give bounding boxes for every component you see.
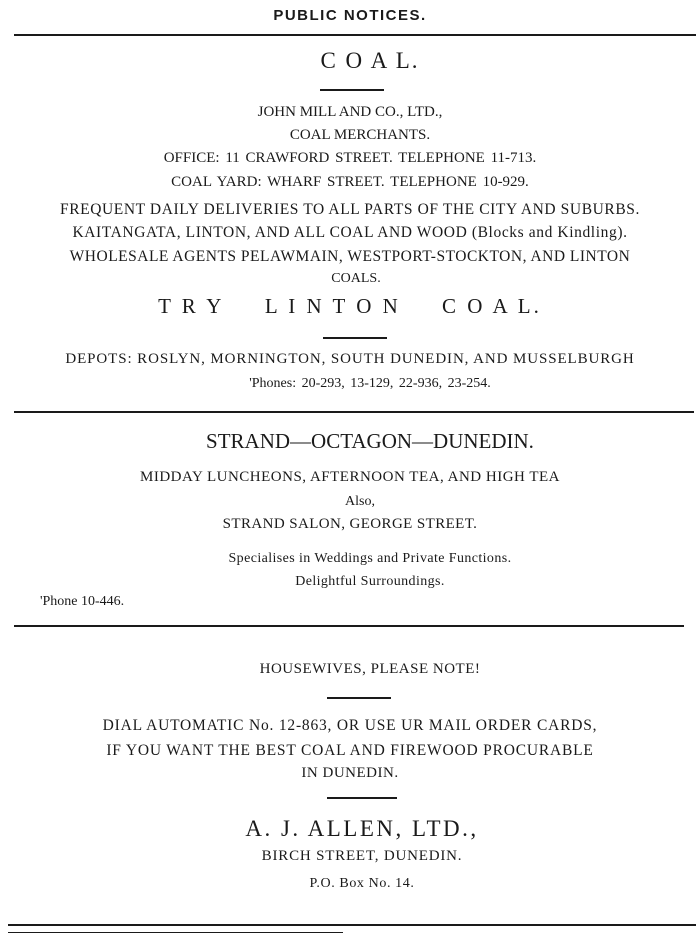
allen-section-rule bbox=[8, 924, 696, 926]
coal-agents-line2: COALS. bbox=[331, 271, 381, 286]
strand-phone: 'Phone 10-446. bbox=[40, 594, 125, 609]
coal-depots: DEPOTS: ROSLYN, MORNINGTON, SOUTH DUNEDIN, AND MUSSELBURGH bbox=[65, 351, 635, 367]
coal-deliveries: FREQUENT DAILY DELIVERIES TO ALL PARTS OF THE CITY AND SUBURBS. bbox=[59, 201, 641, 218]
allen-heading-divider bbox=[327, 697, 391, 699]
coal-slogan-divider bbox=[323, 337, 387, 339]
allen-body-line3: IN DUNEDIN. bbox=[301, 765, 399, 781]
strand-title: STRAND—OCTAGON—DUNEDIN. bbox=[206, 429, 534, 453]
coal-slogan: T R Y L I N T O N C O A L. bbox=[158, 294, 542, 318]
page-header: PUBLIC NOTICES. bbox=[273, 7, 427, 24]
allen-po-box: P.O. Box No. 14. bbox=[309, 876, 415, 891]
coal-title-divider bbox=[320, 89, 384, 91]
coal-agents-line1: WHOLESALE AGENTS PELAWMAIN, WESTPORT-STOCKTON, AND LINTON bbox=[69, 248, 631, 265]
coal-phones: 'Phones: 20-293, 13-129, 22-936, 23-254. bbox=[249, 376, 491, 391]
bottom-partial-rule bbox=[8, 932, 343, 933]
coal-company: JOHN MILL AND CO., LTD., bbox=[257, 104, 443, 120]
coal-office: OFFICE: 11 CRAWFORD STREET. TELEPHONE 11-713. bbox=[163, 150, 537, 166]
coal-yard: COAL YARD: WHARF STREET. TELEPHONE 10-929. bbox=[171, 174, 529, 190]
header-rule bbox=[14, 34, 696, 36]
strand-salon: STRAND SALON, GEORGE STREET. bbox=[222, 516, 478, 532]
allen-body-divider bbox=[327, 797, 397, 799]
allen-heading: HOUSEWIVES, PLEASE NOTE! bbox=[259, 661, 481, 677]
coal-trade: COAL MERCHANTS. bbox=[289, 127, 431, 143]
coal-title: C O A L. bbox=[320, 48, 420, 73]
strand-surroundings: Delightful Surroundings. bbox=[295, 574, 445, 589]
strand-also: Also, bbox=[345, 494, 375, 509]
coal-section-rule bbox=[14, 411, 694, 413]
strand-specialises: Specialises in Weddings and Private Functions. bbox=[228, 551, 512, 566]
strand-section-rule bbox=[14, 625, 684, 627]
coal-products: KAITANGATA, LINTON, AND ALL COAL AND WOOD (Blocks and Kindling). bbox=[72, 224, 628, 241]
allen-body-line1: DIAL AUTOMATIC No. 12-863, OR USE UR MAIL ORDER CARDS, bbox=[102, 717, 598, 734]
allen-body-line2: IF YOU WANT THE BEST COAL AND FIREWOOD PROCURABLE bbox=[106, 742, 594, 759]
strand-meals: MIDDAY LUNCHEONS, AFTERNOON TEA, AND HIGH TEA bbox=[139, 469, 560, 485]
allen-address: BIRCH STREET, DUNEDIN. bbox=[261, 848, 463, 864]
allen-company: A. J. ALLEN, LTD., bbox=[245, 816, 479, 841]
